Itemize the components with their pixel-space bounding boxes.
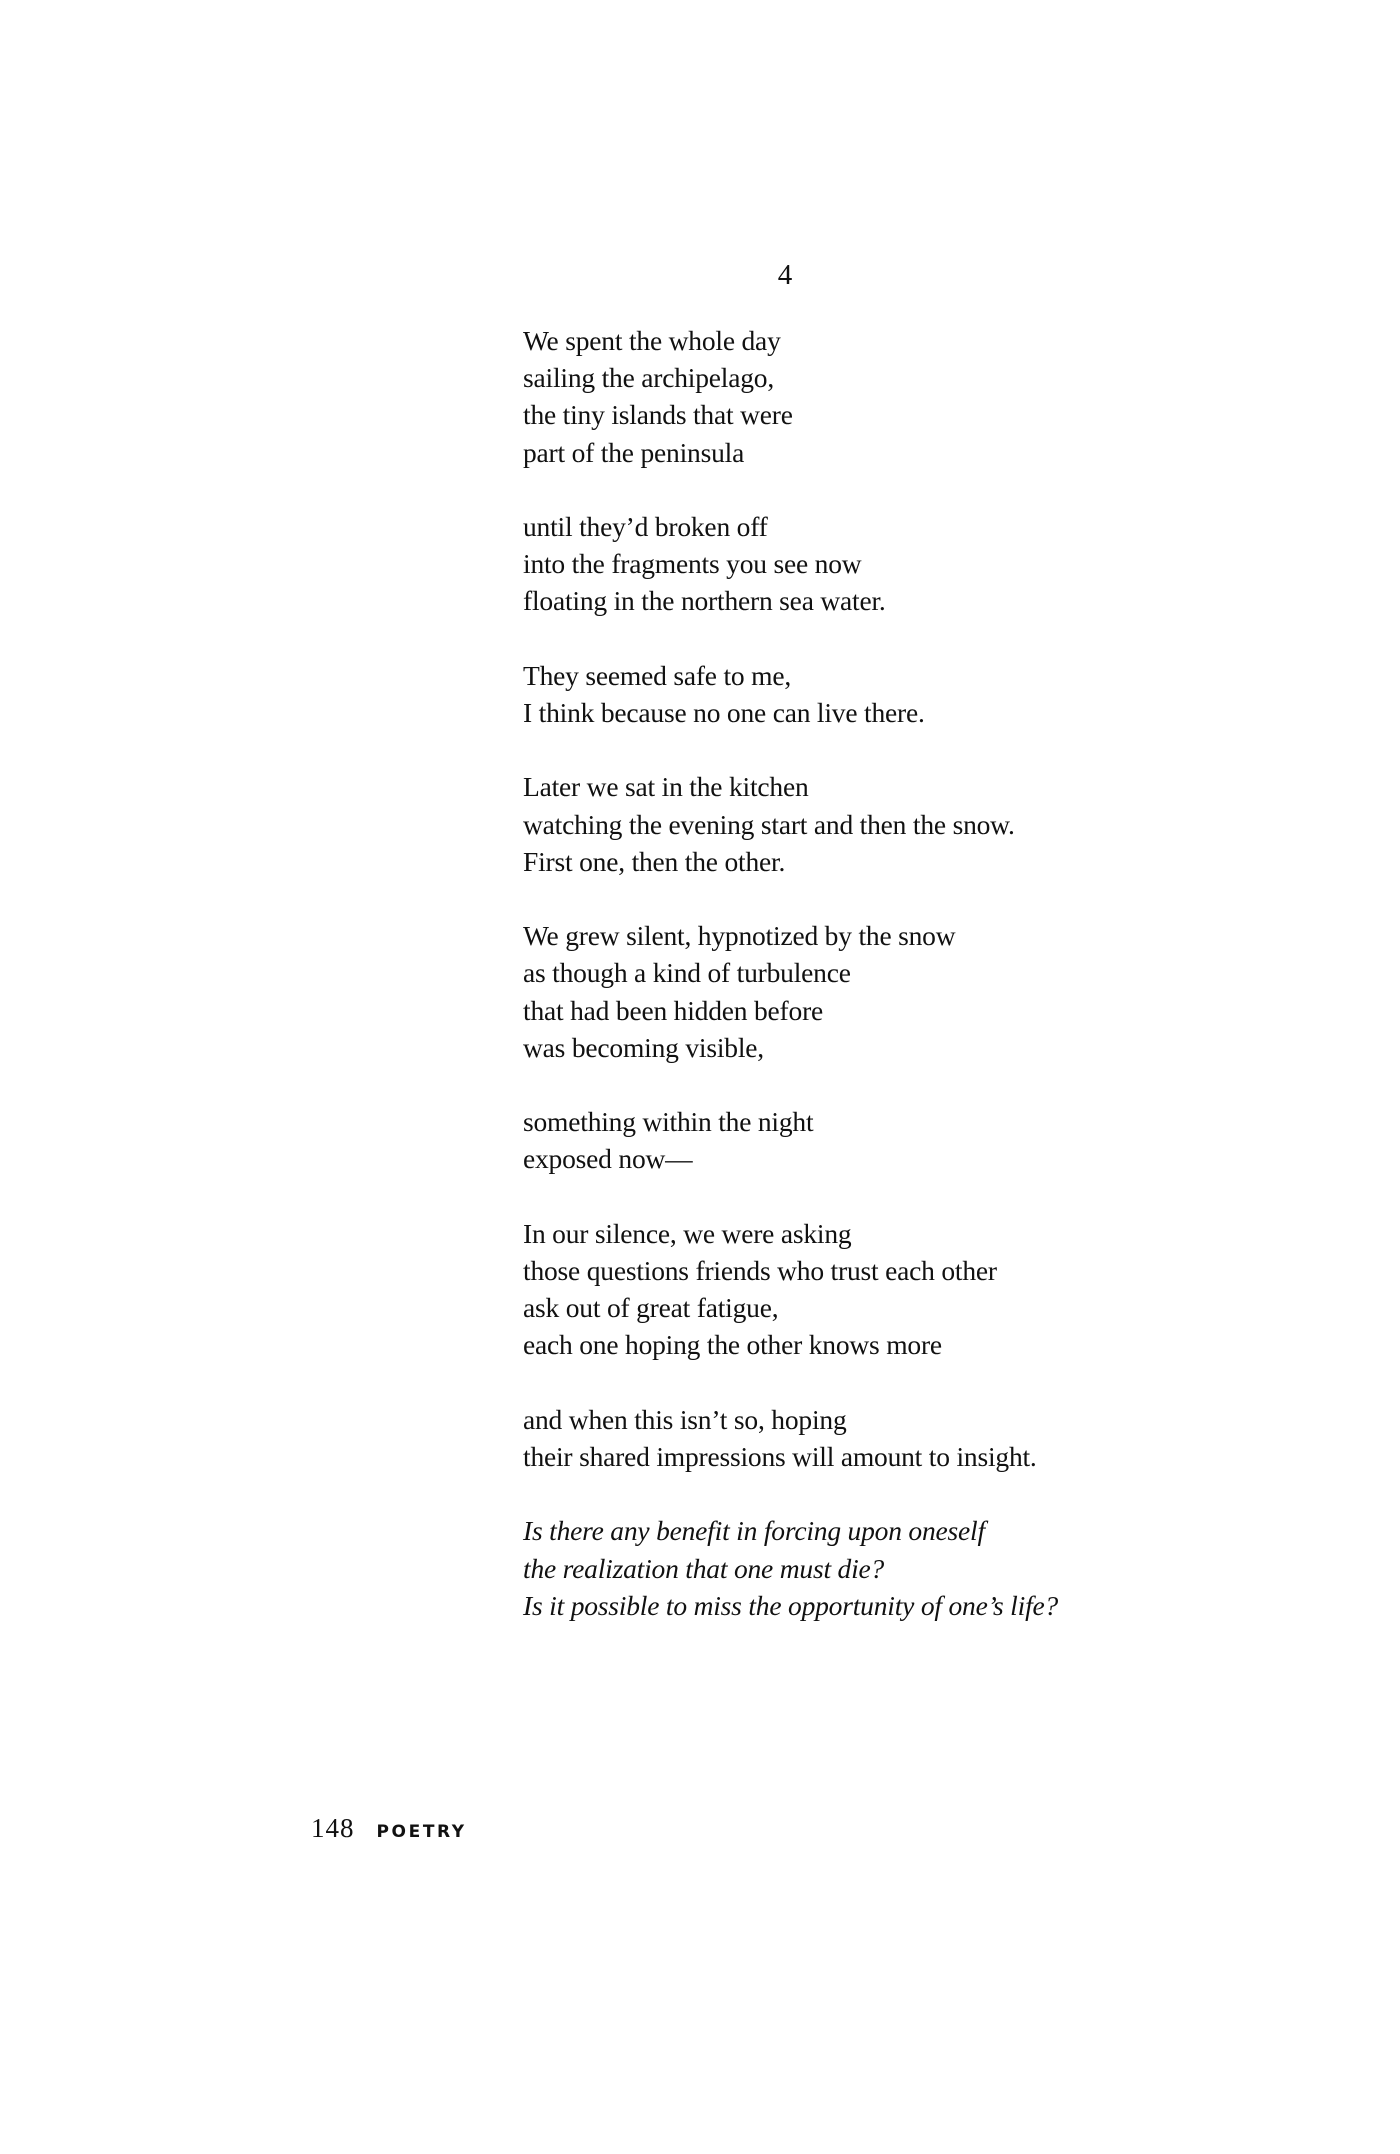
- stanza: [523, 1103, 1163, 1177]
- poem-line-italic: Is there any benefit in forcing upon oneself: [523, 1515, 985, 1547]
- section-number: 4: [777, 259, 793, 291]
- stanza: [523, 1401, 1163, 1475]
- poem-line: I think because no one can live there.: [523, 697, 925, 728]
- poem-line: that had been hidden before: [523, 994, 824, 1026]
- poem-line: We grew silent, hypnotized by the snow: [523, 920, 956, 952]
- poem-line: into the fragments you see now: [523, 548, 862, 580]
- stanza: [523, 508, 1163, 620]
- poem-line: In our silence, we were asking: [523, 1217, 852, 1249]
- poem-line: those questions friends who trust each other: [523, 1254, 997, 1286]
- running-head: POETRY: [376, 1822, 467, 1842]
- poem-line: each one hoping the other knows more: [523, 1329, 942, 1361]
- poem-line: was becoming visible,: [523, 1031, 764, 1063]
- stanza: [523, 322, 1163, 471]
- poem-line: floating in the northern sea water.: [523, 585, 886, 617]
- poem-body: [523, 322, 1163, 1661]
- poem-line: We spent the whole day: [523, 325, 781, 356]
- italic-stanza: [523, 1512, 1163, 1624]
- poem-line: ask out of great fatigue,: [523, 1292, 779, 1324]
- stanza: [523, 1215, 1163, 1364]
- stanza: [523, 657, 1163, 731]
- poem-line-italic: Is it possible to miss the opportunity of one’s life?: [523, 1589, 1059, 1621]
- poem-line: watching the evening start and then the snow.: [523, 808, 1015, 840]
- poem-line-italic: the realization that one must die?: [523, 1552, 885, 1584]
- poem-line: Later we sat in the kitchen: [523, 771, 809, 803]
- poem-line: until they’d broken off: [523, 511, 768, 542]
- poem-line: their shared impressions will amount to insight.: [523, 1440, 1037, 1472]
- poem-line: as though a kind of turbulence: [523, 957, 851, 989]
- poem-line: sailing the archipelago,: [523, 362, 775, 394]
- page-number: 148: [311, 1813, 355, 1843]
- poem-line: First one, then the other.: [523, 845, 786, 877]
- page-footer: [311, 1813, 467, 1844]
- poem-line: the tiny islands that were: [523, 399, 793, 431]
- stanza: [523, 768, 1163, 880]
- stanza: [523, 917, 1163, 1066]
- poem-line: exposed now—: [523, 1143, 693, 1175]
- poem-line: and when this isn’t so, hoping: [523, 1403, 847, 1435]
- poem-line: They seemed safe to me,: [523, 659, 791, 691]
- poem-line: part of the peninsula: [523, 436, 745, 468]
- poem-line: something within the night: [523, 1106, 814, 1138]
